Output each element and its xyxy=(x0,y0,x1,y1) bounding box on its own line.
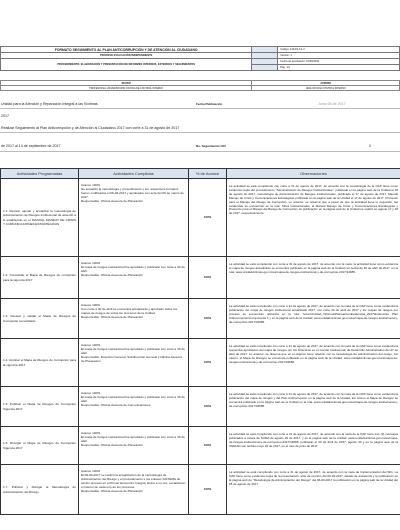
activity-completed: Avance 100% El 06-03-2017 se realizó la actualización de la metodología de Administración del Riesgo y el procedimiento e los enlaces SISTEMA de acción proceso en el Primer Encuentro Integral, Estos a su vez, socializaron el interior de cada uno de los procesos. Responsable: Oficina Asesora de Planeación xyxy=(79,465,189,515)
table-row xyxy=(1,427,400,465)
approval-date: Fecha de aprobación: 01/09/2016 xyxy=(278,59,400,65)
observation-text: La actividad se está cumpliendo con corte a 31 de agosto de 2017, de acuerdo con la metodología de la OAP tiene como evidencia copia del procedimiento "Administración de Riesgos Institucionales", publicado en la página web de la Unidad el 18 de agosto de 2017, metodología de Administración de Riesgos Institucionales, publicado el 17 de agosto de 2017, Manual Manejo de Crisis y Comunicaciones Estratégicas publicado en la página web de la Unidad el 17 de agosto de 2017, Protocolo para el Manejo del Riesgo de Corrupción. Lo anterior, se observó que a pesar de que la actividad tiene lo requerido, las evidencias se encuentran en la ruta: Sitios Institucionales, el Manual Manejo de Crisis y Comunicaciones Estratégicas y Protocolo para el Manejo del Riesgo de Corrupción, su publicación en la página web de la Unidad se realizó en agosto 17 y 18 de 2017, respectivamente. xyxy=(227,179,400,257)
publication-date: Junio 05 de 2017 xyxy=(318,102,346,106)
progress-percent: 100% xyxy=(189,257,227,299)
page-number: Pág. 1/1 xyxy=(278,65,400,71)
observation-text: La actividad se está cumpliendo con corte a 31 de agosto de 2017, de acuerdo con la meta de la OAP tiene como evidencia la respectiva aprobación del mapa de riesgos por los Directivos en el Comité Institucional de Desarrollo Administrativo del 27 de abril de 2017. Lo anterior, se observa que en el objetivo tiene relación con la metodología de administración del riesgo. Así mismo, el Mapa de Riesgos se encuentra publicado en la página web de la Unidad: www.unidadvictimas.gov.co/es/mapa-de-riesgos-institucional-y-de-corrupcion-2017/34685. xyxy=(227,339,400,387)
table-row xyxy=(1,179,400,257)
observation-text: La actividad se está cumpliendo con corte a 31 de agosto de 2017, de acuerdo con la meta, la actividad tiene como evidencia el mapa de riesgos actualizado se encuentra publicado en la página web de la Unidad con fecha de 30 de abril de 2017, en la ruta: www.unidadvictimas.gov.co/es/mapa-de-riesgos-institucional-y-de-corrupcion-2017/34685. xyxy=(227,257,400,299)
progress-percent: 100% xyxy=(189,179,227,257)
activity-completed: Avance 100% Con corte a 30 de abril se encuentra actualizado y aprobado todos los mapas de riesgos de todos los procesos de la Unidad. Responsable: Oficina Asesora de Planeación xyxy=(79,299,189,339)
table-header-row xyxy=(1,169,400,179)
activity-programmed: 1.7. Publicar y divulgar la Metodología de Administración del Riesgo xyxy=(1,465,79,515)
progress-percent: 100% xyxy=(189,465,227,515)
observation-text: La actividad se está cumpliendo con corte a 31 de agosto de 2017, de acuerdo con la meta de Implementación del SIG. La OAP tiene como evidencia copia de la presentación, acta de reunión del 06-03-2017, listado de asistencia y la publicación en la página web de "Metodología de Administración del Riesgo" del 06-03-2017 la publicación en la página web de la Unidad del 18 de agosto de 2017. xyxy=(227,465,400,515)
approved-by: JEFE OFICINA CONTROL INTERNO xyxy=(252,86,400,91)
followup-number: 2 xyxy=(369,144,371,148)
observation-text: La actividad se está cumpliendo con corte a 31 de agosto de 2017, de acuerdo con la meta de la OAP tiene como evidencia la publicación del mapa de riesgos institucional actualizado 2017, con corte 30 de abril de 2017 y los mapas de riesgos por proceso se encuentran ubicados en la ruta: \\otoni\Unidad_Victimas\Planeacion\Evidencias_2017\Evidencias Plan Anticorrupción\Componente 1 y en la página web de la Unidad: www.unidadvictimas.gov.co/es/mapa-de-riesgos-institucional-y-de-corrupcion-2017/34685. xyxy=(227,299,400,339)
activity-programmed: 1.6. Divulgar el Mapa de Riesgos de Corrupción Vigencia 2017 xyxy=(1,427,79,465)
progress-percent: 100% xyxy=(189,299,227,339)
table-row xyxy=(1,339,400,387)
table-row xyxy=(1,299,400,339)
progress-percent: 100% xyxy=(189,387,227,427)
entity-name: Unidad para la Atención y Reparación Integral a las Víctimas xyxy=(1,102,98,106)
followup-label: No. Seguimiento OCI xyxy=(196,144,226,148)
reviewed-label: REVISÓ xyxy=(1,81,252,86)
activity-completed: Avance 100% El mapa de riesgos institucional fue aprobado y publicado con corte a 30 de abril. Responsable: Dirección General, Subdirección General y Oficina Asesora de Planeación xyxy=(79,339,189,387)
document-code: Código: 130-P2-F1-3 xyxy=(278,47,400,53)
observation-text: La actividad se está cumpliendo con corte a 31 de agosto de 2017, de acuerdo con la meta de la OAP tiene tres (3) mensajes publicados a través de SUMA de agosto 26 de 2017, y en la página web de la Unidad: www.unidadvictimas.gov.co/es/mapa-de-riesgos-institucional-y-de-corrupcion-2017/34685, publicado el 30 de abril de 2017, agosto 30 y en la página web de la UNIDAD son fechas mayo 22 de 2017, en el mes de junio de 2017. xyxy=(227,427,400,465)
procedure-name: PROCEDIMIENTO: ELABORACIÓN Y PRESENTACIÓN DE INFORMES INTERNOS, EXTERNOS Y SEGUIMIENTOS xyxy=(1,59,252,71)
progress-percent: 100% xyxy=(189,339,227,387)
period-text: de 2017 al 14 de septiembre de 2017 xyxy=(1,144,61,148)
activity-programmed: 1.3. Revisar y validar el Mapa de Riesgos de Corrupción consolidado xyxy=(1,299,79,339)
col-header-programadas: Actividades Programadas xyxy=(1,169,79,179)
reviewed-by: PROFESIONAL UNIVERSITARIO OFICINA DE CONTROL INTERNO xyxy=(1,86,252,91)
table-row xyxy=(1,465,400,515)
col-header-cumplidas: Actividades Cumplidas xyxy=(79,169,189,179)
table-row xyxy=(1,257,400,299)
review-block xyxy=(0,80,400,91)
document-title: FORMATO SEGUIMIENTO AL PLAN ANTICORRUPCIÓN Y DE ATENCIÓN AL CIUDADANO xyxy=(1,47,252,53)
activity-completed: Avance 100% El mapa de riesgos institucional fue aprobado y publicado con corte a 30 de abril. Responsable: Oficina Asesora de Planeación xyxy=(79,427,189,465)
plan-year: 2017 xyxy=(1,114,9,118)
activity-programmed: 1.4. Aprobar el Mapa de Riesgos de Corrupción para la vigencia 2017 xyxy=(1,339,79,387)
followup-table xyxy=(0,168,400,515)
activity-programmed: 1.1. Revisar, ajustar y actualizar la metodología de Administración de Riesgos Institucional de acuerdo a lo establecido en el MANUAL MANEJO DE CRISIS Y COMUNICACIONES ESTRATÉGICAS xyxy=(1,179,79,257)
activity-programmed: 1.5. Publicar el Mapa de Riesgos de Corrupción Vigencia 2017 xyxy=(1,387,79,427)
document-version: Versión: 1 xyxy=(278,53,400,59)
objective-text: Realizar Seguimiento al Plan Anticorrupción y de Atención al Ciudadano 2017 con corte a 31 de agosto de 2017 xyxy=(1,126,180,130)
observation-text: La actividad se está cumpliendo con corte a 31 de agosto de 2017, de acuerdo con la meta de la OAP tiene como evidencia la publicación del mapa de riesgos y del Plan Anticorrupción en la página web de la Unidad, así mismo el Mapa de Riesgos se encuentra publicado en la página web de la Unidad en la ruta: www.unidadvictimas.gov.co/es/mapa-de-riesgos-institucional-y-de-corrupcion-2017/34685. xyxy=(227,387,400,427)
table-row xyxy=(1,387,400,427)
activity-programmed: 1.2. Consolidar el Mapa de Riesgos de corrupción para la vigencia 2017 xyxy=(1,257,79,299)
col-header-avance: % de Avance xyxy=(189,169,227,179)
publication-label: Fecha Publicación xyxy=(196,102,223,106)
activity-completed: Avance 100% Se actualizó la metodología y procedimiento y los respectivos formatos fueron codificados el 06-03-2017 y aprobados con acta del 06 de marzo de 2017. Responsable: Oficina Asesora de Planeación xyxy=(79,179,189,257)
activity-completed: Avance 100% El mapa de riesgos institucional fue aprobado y publicado con corte a 30 de abril. Responsable: Oficina Asesora de Planeación xyxy=(79,257,189,299)
activity-completed: Avance 100% El mapa de riesgos institucional fue aprobado y publicado con corte a 30 de abril. Responsable: Oficina Asesora de Comunicaciones xyxy=(79,387,189,427)
approved-label: APROBÓ xyxy=(252,81,400,86)
process-name: PROCESO EVALUACIÓN INDEPENDIENTE xyxy=(1,53,252,59)
progress-percent: 100% xyxy=(189,427,227,465)
col-header-observaciones: Observaciones xyxy=(227,169,400,179)
